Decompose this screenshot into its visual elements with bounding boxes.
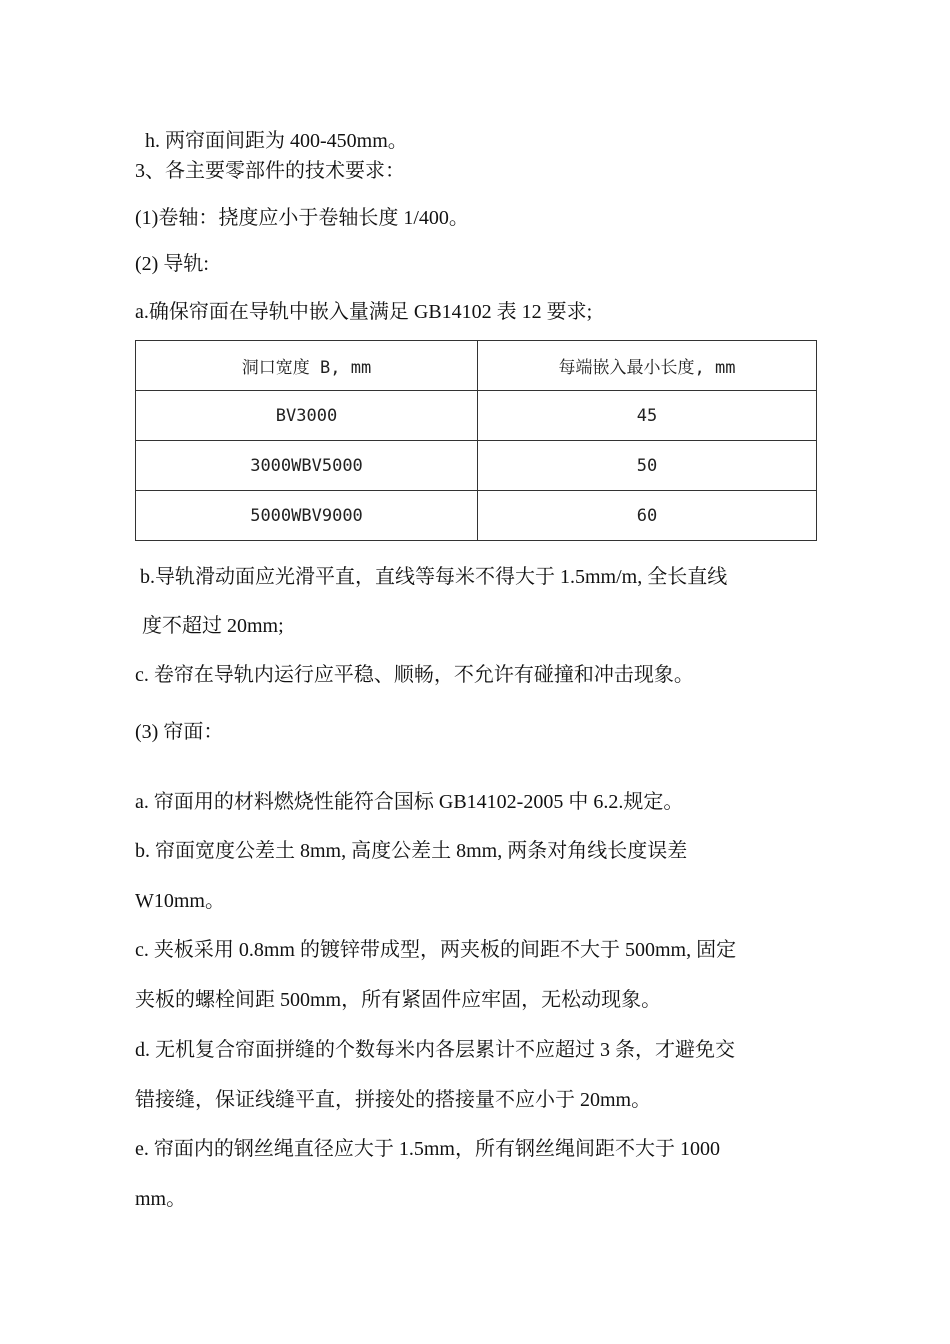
embed-length-table xyxy=(135,340,817,541)
table-header-row xyxy=(136,341,817,391)
item-3c-line1: c. 夹板采用 0.8mm 的镀锌带成型，两夹板的间距不大于 500mm, 固定 xyxy=(135,939,737,961)
table-cell: 60 xyxy=(478,491,817,541)
item-2c: c. 卷帘在导轨内运行应平稳、顺畅，不允许有碰撞和冲击现象。 xyxy=(135,664,694,686)
item-3d-line2: 错接缝，保证线缝平直，拼接处的搭接量不应小于 20mm。 xyxy=(135,1089,652,1111)
item-3b-line1: b. 帘面宽度公差土 8mm, 高度公差土 8mm, 两条对角线长度误差 xyxy=(135,840,688,862)
item-h: h. 两帘面间距为 400-450mm。 xyxy=(145,130,408,152)
item-3-curtain: (3) 帘面： xyxy=(135,721,224,743)
item-3c-line2: 夹板的螺栓间距 500mm，所有紧固件应牢固，无松动现象。 xyxy=(135,989,662,1011)
table-header-cell: 每端嵌入最小长度, mm xyxy=(478,341,817,391)
table-cell: BV3000 xyxy=(136,391,478,441)
item-3d-line1: d. 无机复合帘面拼缝的个数每米内各层累计不应超过 3 条，才避免交 xyxy=(135,1039,735,1061)
section-3-heading: 3、各主要零部件的技术要求： xyxy=(135,160,405,182)
item-1-shaft: (1)卷轴：挠度应小于卷轴长度 1/400。 xyxy=(135,207,469,229)
item-2-guide-rail: (2) 导轨: xyxy=(135,253,209,275)
table-cell: 3000WBV5000 xyxy=(136,441,478,491)
item-3b-line2: W10mm。 xyxy=(135,890,225,912)
table-cell: 45 xyxy=(478,391,817,441)
table-row xyxy=(136,441,817,491)
table-cell: 5000WBV9000 xyxy=(136,491,478,541)
item-2a: a.确保帘面在导轨中嵌入量满足 GB14102 表 12 要求; xyxy=(135,301,593,323)
item-3a: a. 帘面用的材料燃烧性能符合国标 GB14102-2005 中 6.2.规定。 xyxy=(135,791,684,813)
table-header-cell: 洞口宽度 B, mm xyxy=(136,341,478,391)
table-row xyxy=(136,491,817,541)
item-2b-line2: 度不超过 20mm; xyxy=(142,615,284,637)
table-row xyxy=(136,391,817,441)
item-3e-line2: mm。 xyxy=(135,1188,187,1210)
table-cell: 50 xyxy=(478,441,817,491)
item-3e-line1: e. 帘面内的钢丝绳直径应大于 1.5mm，所有钢丝绳间距不大于 1000 xyxy=(135,1138,720,1160)
item-2b-line1: b.导轨滑动面应光滑平直，直线等每米不得大于 1.5mm/m, 全长直线 xyxy=(140,566,728,588)
